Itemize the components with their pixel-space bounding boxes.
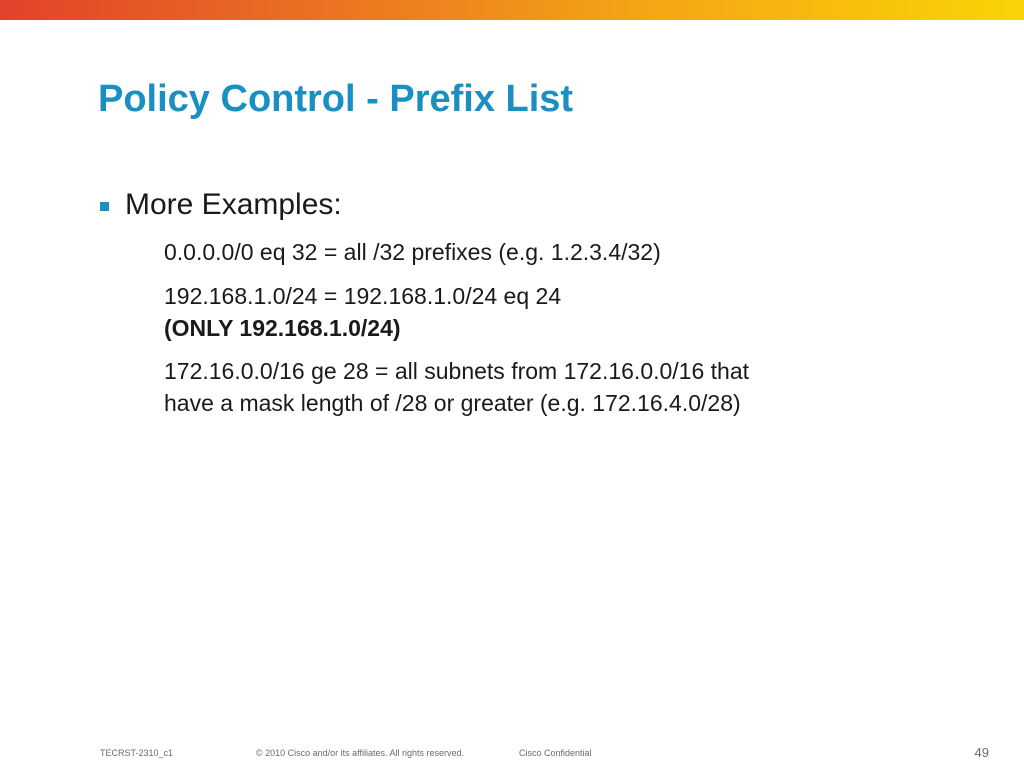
example-2-line-2: (ONLY 192.168.1.0/24) [164,315,401,341]
example-2 [164,280,561,344]
footer-copyright: © 2010 Cisco and/or its affiliates. All rights reserved. [256,748,465,758]
example-2-line-1: 192.168.1.0/24 = 192.168.1.0/24 eq 24 [164,283,562,309]
page-number: 49 [974,745,989,760]
footer-confidential: Cisco Confidential [519,748,592,758]
bullet-text: More Examples: [125,188,342,221]
square-bullet-icon [100,202,109,211]
example-3-line-1: 172.16.0.0/16 ge 28 = all subnets from 172.16.0.0/16 that [164,358,750,384]
bullet-item [100,186,342,224]
example-3 [164,355,749,419]
example-1-line-1: 0.0.0.0/0 eq 32 = all /32 prefixes (e.g. 1.2.3.4/32) [164,239,661,265]
example-1 [164,236,661,268]
footer-session-id: TECRST-2310_c1 [100,748,174,758]
example-3-line-2: have a mask length of /28 or greater (e.g. 172.16.4.0/28) [164,390,741,416]
slide-title: Policy Control - Prefix List [98,78,574,120]
top-gradient-bar [0,0,1024,20]
